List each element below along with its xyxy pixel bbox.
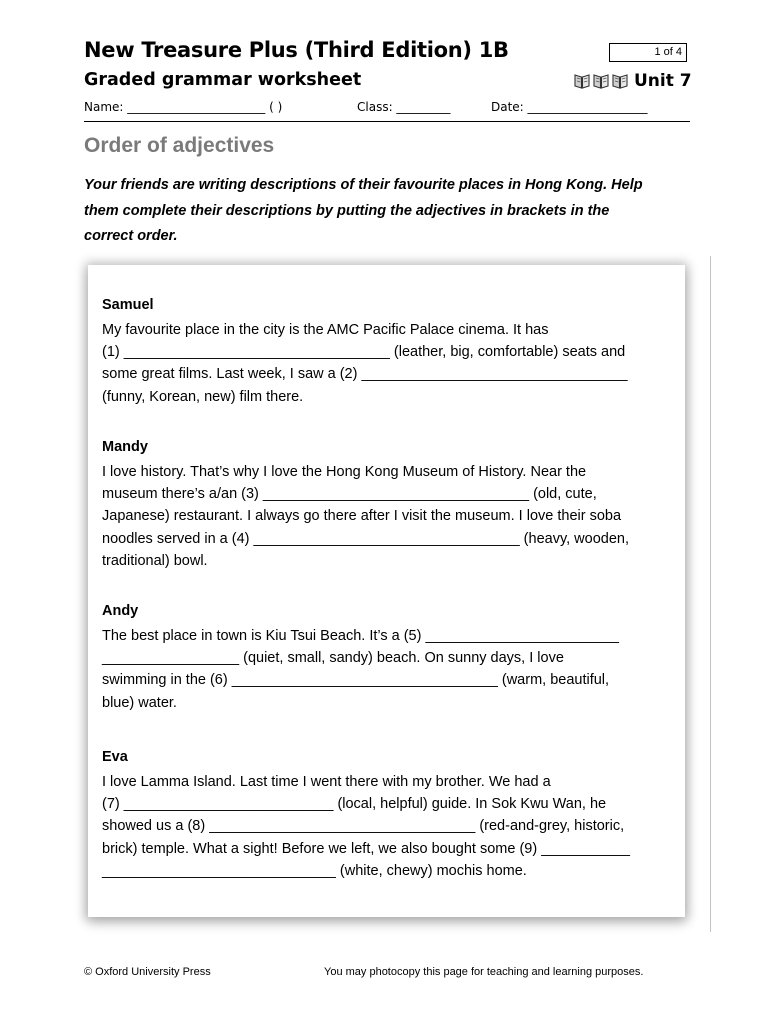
entry-name: Mandy [102,439,148,455]
instruction-line: Your friends are writing descriptions of their favourite places in Hong Kong. Help [84,177,643,193]
worksheet-subtitle: Graded grammar worksheet [84,70,362,90]
entry-line: (1) _________________________________ (leather, big, comfortable) seats and [102,344,626,361]
name-field: Name: _______________________ ( ) [84,100,283,114]
section-title: Order of adjectives [84,134,275,157]
entry-eva [102,747,682,882]
unit-label-group [573,70,692,92]
entry-line: _____________________________ (white, chewy) mochis home. [102,862,527,879]
entry-line: some great films. Last week, I saw a (2) _________________________________ [102,366,628,383]
book-icon [611,72,629,90]
entry-line: (7) __________________________ (local, helpful) guide. In Sok Kwu Wan, he [102,796,607,813]
entry-line: noodles served in a (4) _________________________________ (heavy, wooden, [102,530,629,547]
entry-line: Japanese) restaurant. I always go there after I visit the museum. I love their soba [102,508,622,525]
instruction-line: correct order. [84,228,178,244]
entry-samuel [102,295,682,408]
footer-permission: You may photocopy this page for teaching and learning purposes. [324,966,644,978]
class-field: Class: _________ [357,100,451,114]
entry-mandy [102,437,682,572]
entry-line: I love history. That’s why I love the Hong Kong Museum of History. Near the [102,464,587,480]
entry-name: Eva [102,749,128,765]
book-icon [592,72,610,90]
entry-line: (funny, Korean, new) film there. [102,388,304,405]
header-divider [84,121,690,122]
instruction-line: them complete their descriptions by putting the adjectives in brackets in the [84,202,610,219]
entry-line: blue) water. [102,694,177,711]
entry-line: _________________ (quiet, small, sandy) beach. On sunny days, I love [102,650,564,667]
entry-name: Samuel [102,297,154,313]
entry-line: brick) temple. What a sight! Before we left, we also bought some (9) ___________ [102,840,630,857]
footer-copyright: © Oxford University Press [84,966,211,978]
entry-line: My favourite place in the city is the AMC Pacific Palace cinema. It has [102,322,549,338]
entry-name: Andy [102,603,139,619]
entry-line: swimming in the (6) _________________________________ (warm, beautiful, [102,672,610,689]
date-field: Date: ____________________ [491,100,648,114]
book-icon [573,72,591,90]
entry-andy [102,601,682,714]
entry-line: traditional) bowl. [102,552,208,569]
unit-label: Unit 7 [634,71,692,91]
page-indicator: 1 of 4 [609,43,687,62]
entry-line: I love Lamma Island. Last time I went there with my brother. We had a [102,774,551,790]
instructions [84,173,696,250]
margin-line [710,256,711,932]
book-title: New Treasure Plus (Third Edition) 1B [84,38,509,62]
entry-line: museum there’s a/an (3) _________________________________ (old, cute, [102,486,597,503]
entry-line: The best place in town is Kiu Tsui Beach. It’s a (5) ________________________ [102,628,620,644]
entry-line: showed us a (8) _________________________________ (red-and-grey, historic, [102,818,625,835]
